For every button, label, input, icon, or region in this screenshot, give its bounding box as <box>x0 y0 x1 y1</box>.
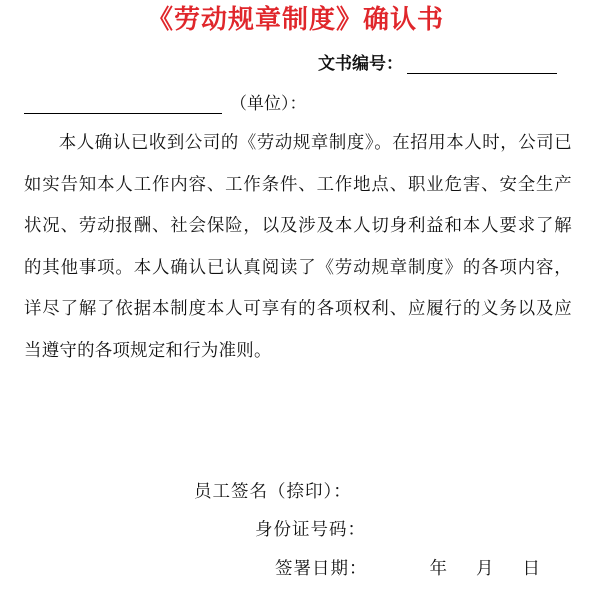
document-title: 《劳动规章制度》确认书 <box>146 5 444 35</box>
signing-date-row <box>275 555 541 580</box>
confirmation-paragraph: 本人确认已收到公司的《劳动规章制度》。在招用本人时，公司已如实告知本人工作内容、工作条件、工作地点、职业危害、安全生产状况、劳动报酬、社会保险，以及涉及本人切身利益和本人要求了解的其他事项。本人确认已认真阅读了《劳动规章制度》的各项内容，详尽了解了依据本制度本人可享有的各项权利、应履行的义务以及应当遵守的各项规定和行为准则。 <box>24 133 572 361</box>
month-label: 月 <box>476 559 495 579</box>
unit-label: （单位）： <box>230 94 307 114</box>
doc-number-row <box>318 52 557 74</box>
signing-date-label: 签署日期： <box>275 559 368 579</box>
day-label: 日 <box>522 559 541 579</box>
year-label: 年 <box>429 559 448 579</box>
doc-number-label: 文书编号： <box>318 54 403 74</box>
id-number-label: 身份证号码： <box>255 520 366 540</box>
unit-blank <box>24 95 222 114</box>
doc-number-blank <box>407 55 557 74</box>
unit-row <box>24 89 307 114</box>
employee-signature-label: 员工签名（捺印）： <box>194 482 352 502</box>
